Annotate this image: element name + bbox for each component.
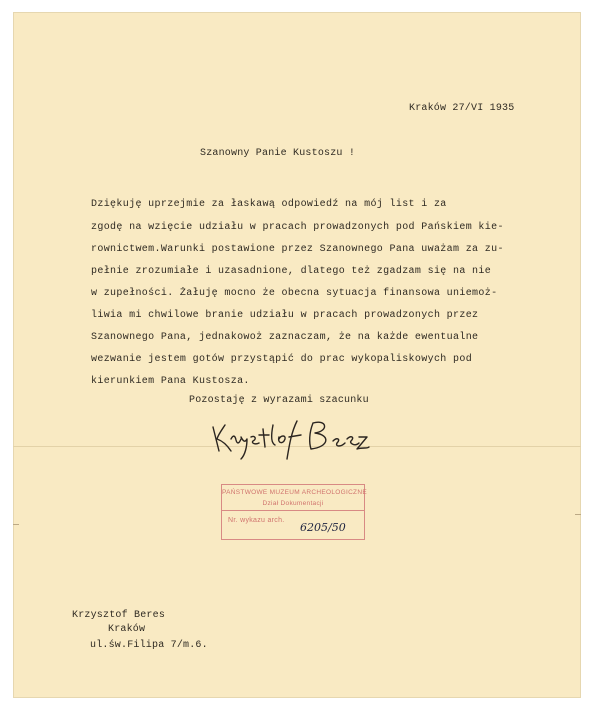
body-line: liwia mi chwilowe branie udziału w pracach prowadzonych przez [91, 310, 479, 321]
sender-name: Krzysztof Beres [72, 610, 166, 621]
body-line: Szanownego Pana, jednakowoż zaznaczam, że na każde ewentualne [91, 332, 479, 343]
body-line: Dziękuję uprzejmie za łaskawą odpowiedź na mój list i za [91, 199, 447, 210]
stamp-department: Dział Dokumentacji [222, 500, 364, 511]
salutation: Szanowny Panie Kustoszu ! [200, 148, 356, 159]
body-line: kierunkiem Pana Kustosza. [91, 376, 250, 387]
sender-city: Kraków [108, 624, 146, 635]
body-line: pełnie zrozumiałe i uzasadnione, dlatego też zgadzam się na nie [91, 266, 492, 277]
margin-tick [575, 514, 581, 515]
stamp-institution: PAŃSTWOWE MUZEUM ARCHEOLOGICZNE [222, 489, 367, 496]
sender-street: ul.św.Filipa 7/m.6. [90, 640, 208, 651]
letter-date: Kraków 27/VI 1935 [409, 103, 515, 114]
body-line: rownictwem.Warunki postawione przez Szanownego Pana uważam za zu- [91, 244, 504, 255]
body-line: w zupełności. Żałuję mocno że obecna sytuacja finansowa uniemoż- [91, 288, 498, 299]
body-line: zgodę na wzięcie udziału w pracach prowadzonych pod Pańskiem kie- [91, 222, 504, 233]
stamp-register-label: Nr. wykazu arch. [228, 517, 285, 524]
stamp-number: 6205/50 [300, 521, 346, 534]
closing-line: Pozostaję z wyrazami szacunku [189, 395, 369, 406]
body-line: wezwanie jestem gotów przystąpić do prac wykopaliskowych pod [91, 354, 473, 365]
handwritten-signature [205, 413, 370, 461]
margin-tick [13, 524, 19, 525]
